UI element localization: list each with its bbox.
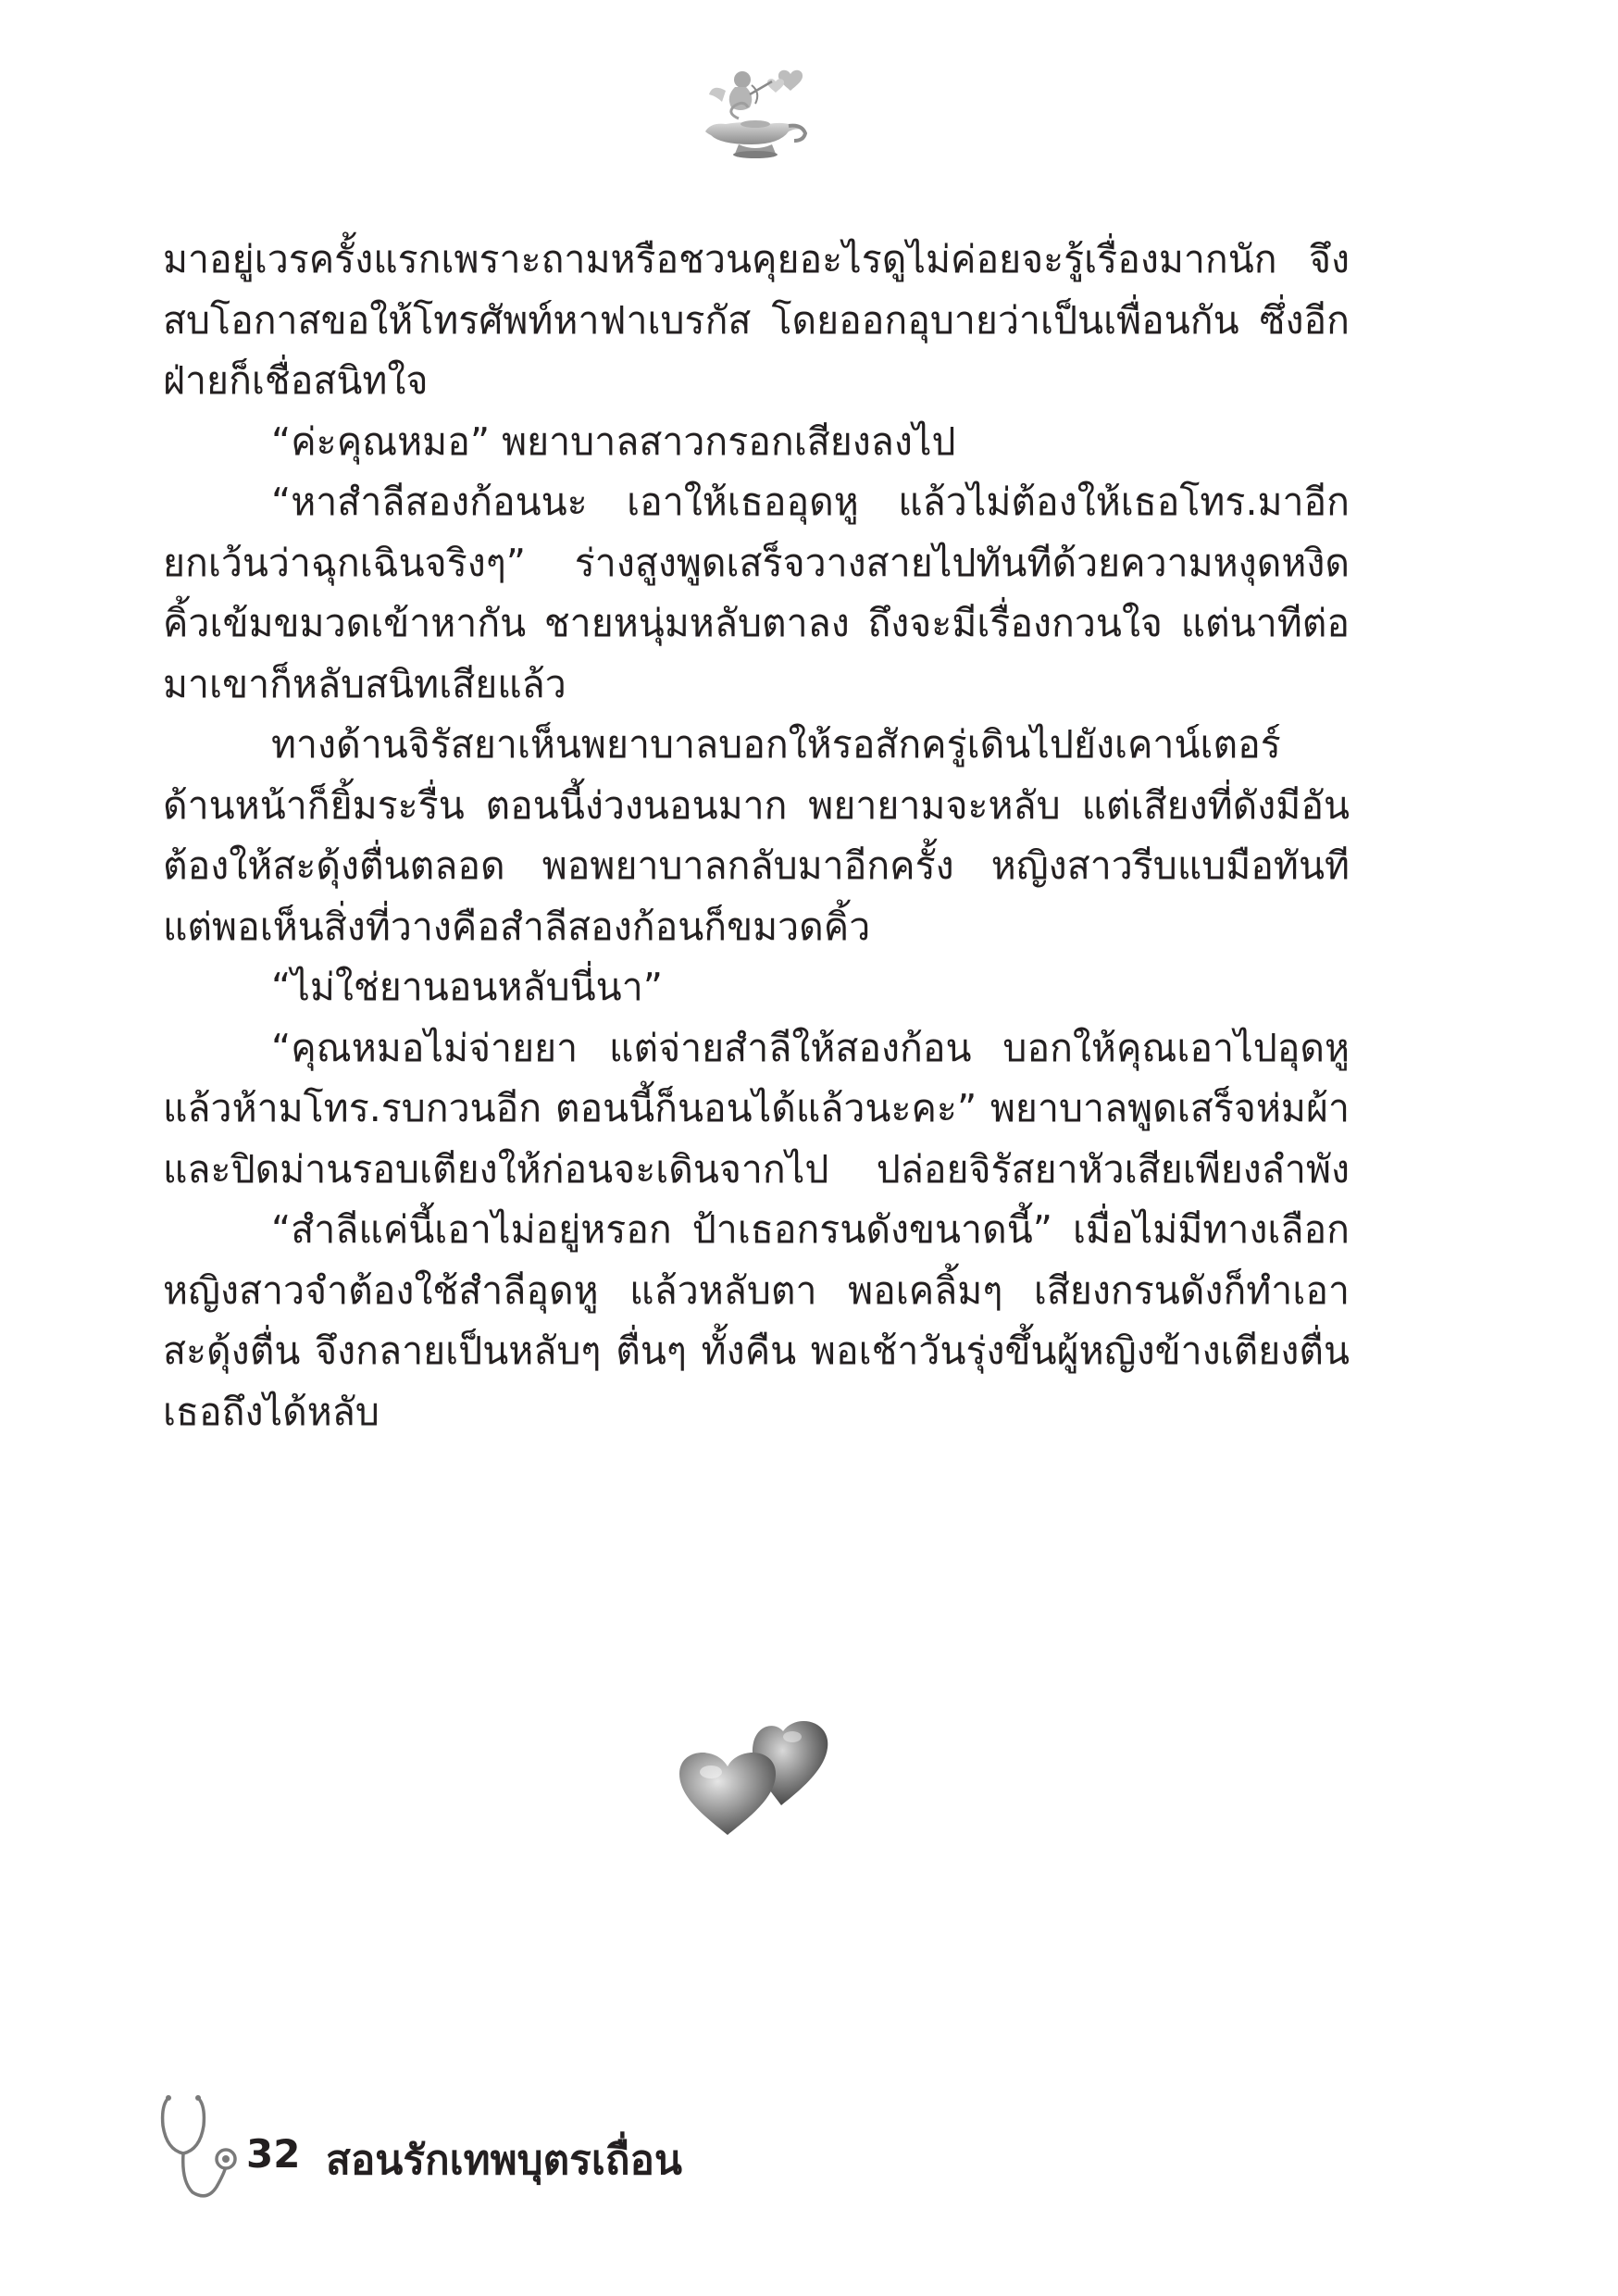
- two-hearts-icon: [674, 1715, 850, 1844]
- book-title: สอนรักเทพบุตรเถื่อน: [326, 2137, 682, 2184]
- paragraph: “หาสำลีสองก้อนนะ เอาให้เธออุดหู แล้วไม่ต้องให้เธอโทร.มาอีก ยกเว้นว่าฉุกเฉินจริงๆ” ร่างสูงพูดเสร็จวางสายไปทันทีด้วยความหงุดหงิด คิ้วเข้มขมวดเข้าหากัน ชายหนุ่มหลับตาลง ถึงจะมีเรื่องกวนใจ แต่นาทีต่อมาเขาก็หลับสนิทเสียแล้ว: [163, 480, 1350, 706]
- paragraph: ทางด้านจิรัสยาเห็นพยาบาลบอกให้รอสักครู่เดินไปยังเคาน์เตอร์ด้านหน้าก็ยิ้มระรื่น ตอนนี้ง่วงนอนมาก พยายามจะหลับ แต่เสียงที่ดังมีอันต้องให้สะดุ้งตื่นตลอด พอพยาบาลกลับมาอีกครั้ง หญิงสาวรีบแบมือทันที แต่พอเห็นสิ่งที่วางคือสำลีสองก้อนก็ขมวดคิ้ว: [163, 722, 1350, 949]
- paragraph: “ค่ะคุณหมอ” พยาบาลสาวกรอกเสียงลงไป: [271, 418, 956, 464]
- lamp-with-cupid-icon: [698, 61, 816, 163]
- paragraph: “คุณหมอไม่จ่ายยา แต่จ่ายสำลีให้สองก้อน บอกให้คุณเอาไปอุดหูแล้วห้ามโทร.รบกวนอีก ตอนนี้ก็นอนได้แล้วนะคะ” พยาบาลพูดเสร็จห่มผ้าและปิดม่านรอบเตียงให้ก่อนจะเดินจากไป ปล่อยจิรัสยาหัวเสียเพียงลำพัง: [163, 1025, 1350, 1192]
- body-text: [163, 230, 1350, 1442]
- stethoscope-icon: [156, 2094, 241, 2202]
- paragraph: “ไม่ใช่ยานอนหลับนี่นา”: [271, 965, 663, 1009]
- paragraph: มาอยู่เวรครั้งแรกเพราะถามหรือชวนคุยอะไรดูไม่ค่อยจะรู้เรื่องมากนัก จึงสบโอกาสขอให้โทรศัพท์หาฟาเบรกัส โดยออกอุบายว่าเป็นเพื่อนกัน ซึ่งอีกฝ่ายก็เชื่อสนิทใจ: [163, 237, 1350, 403]
- paragraph: “สำลีแค่นี้เอาไม่อยู่หรอก ป้าเธอกรนดังขนาดนี้” เมื่อไม่มีทางเลือกหญิงสาวจำต้องใช้สำลีอุดหู แล้วหลับตา พอเคลิ้มๆ เสียงกรนดังก็ทำเอาสะดุ้งตื่น จึงกลายเป็นหลับๆ ตื่นๆ ทั้งคืน พอเช้าวันรุ่งขึ้นผู้หญิงข้างเตียงตื่นเธอถึงได้หลับ: [163, 1207, 1350, 1434]
- page-number: 32: [246, 2131, 301, 2177]
- page-footer: [156, 2094, 896, 2205]
